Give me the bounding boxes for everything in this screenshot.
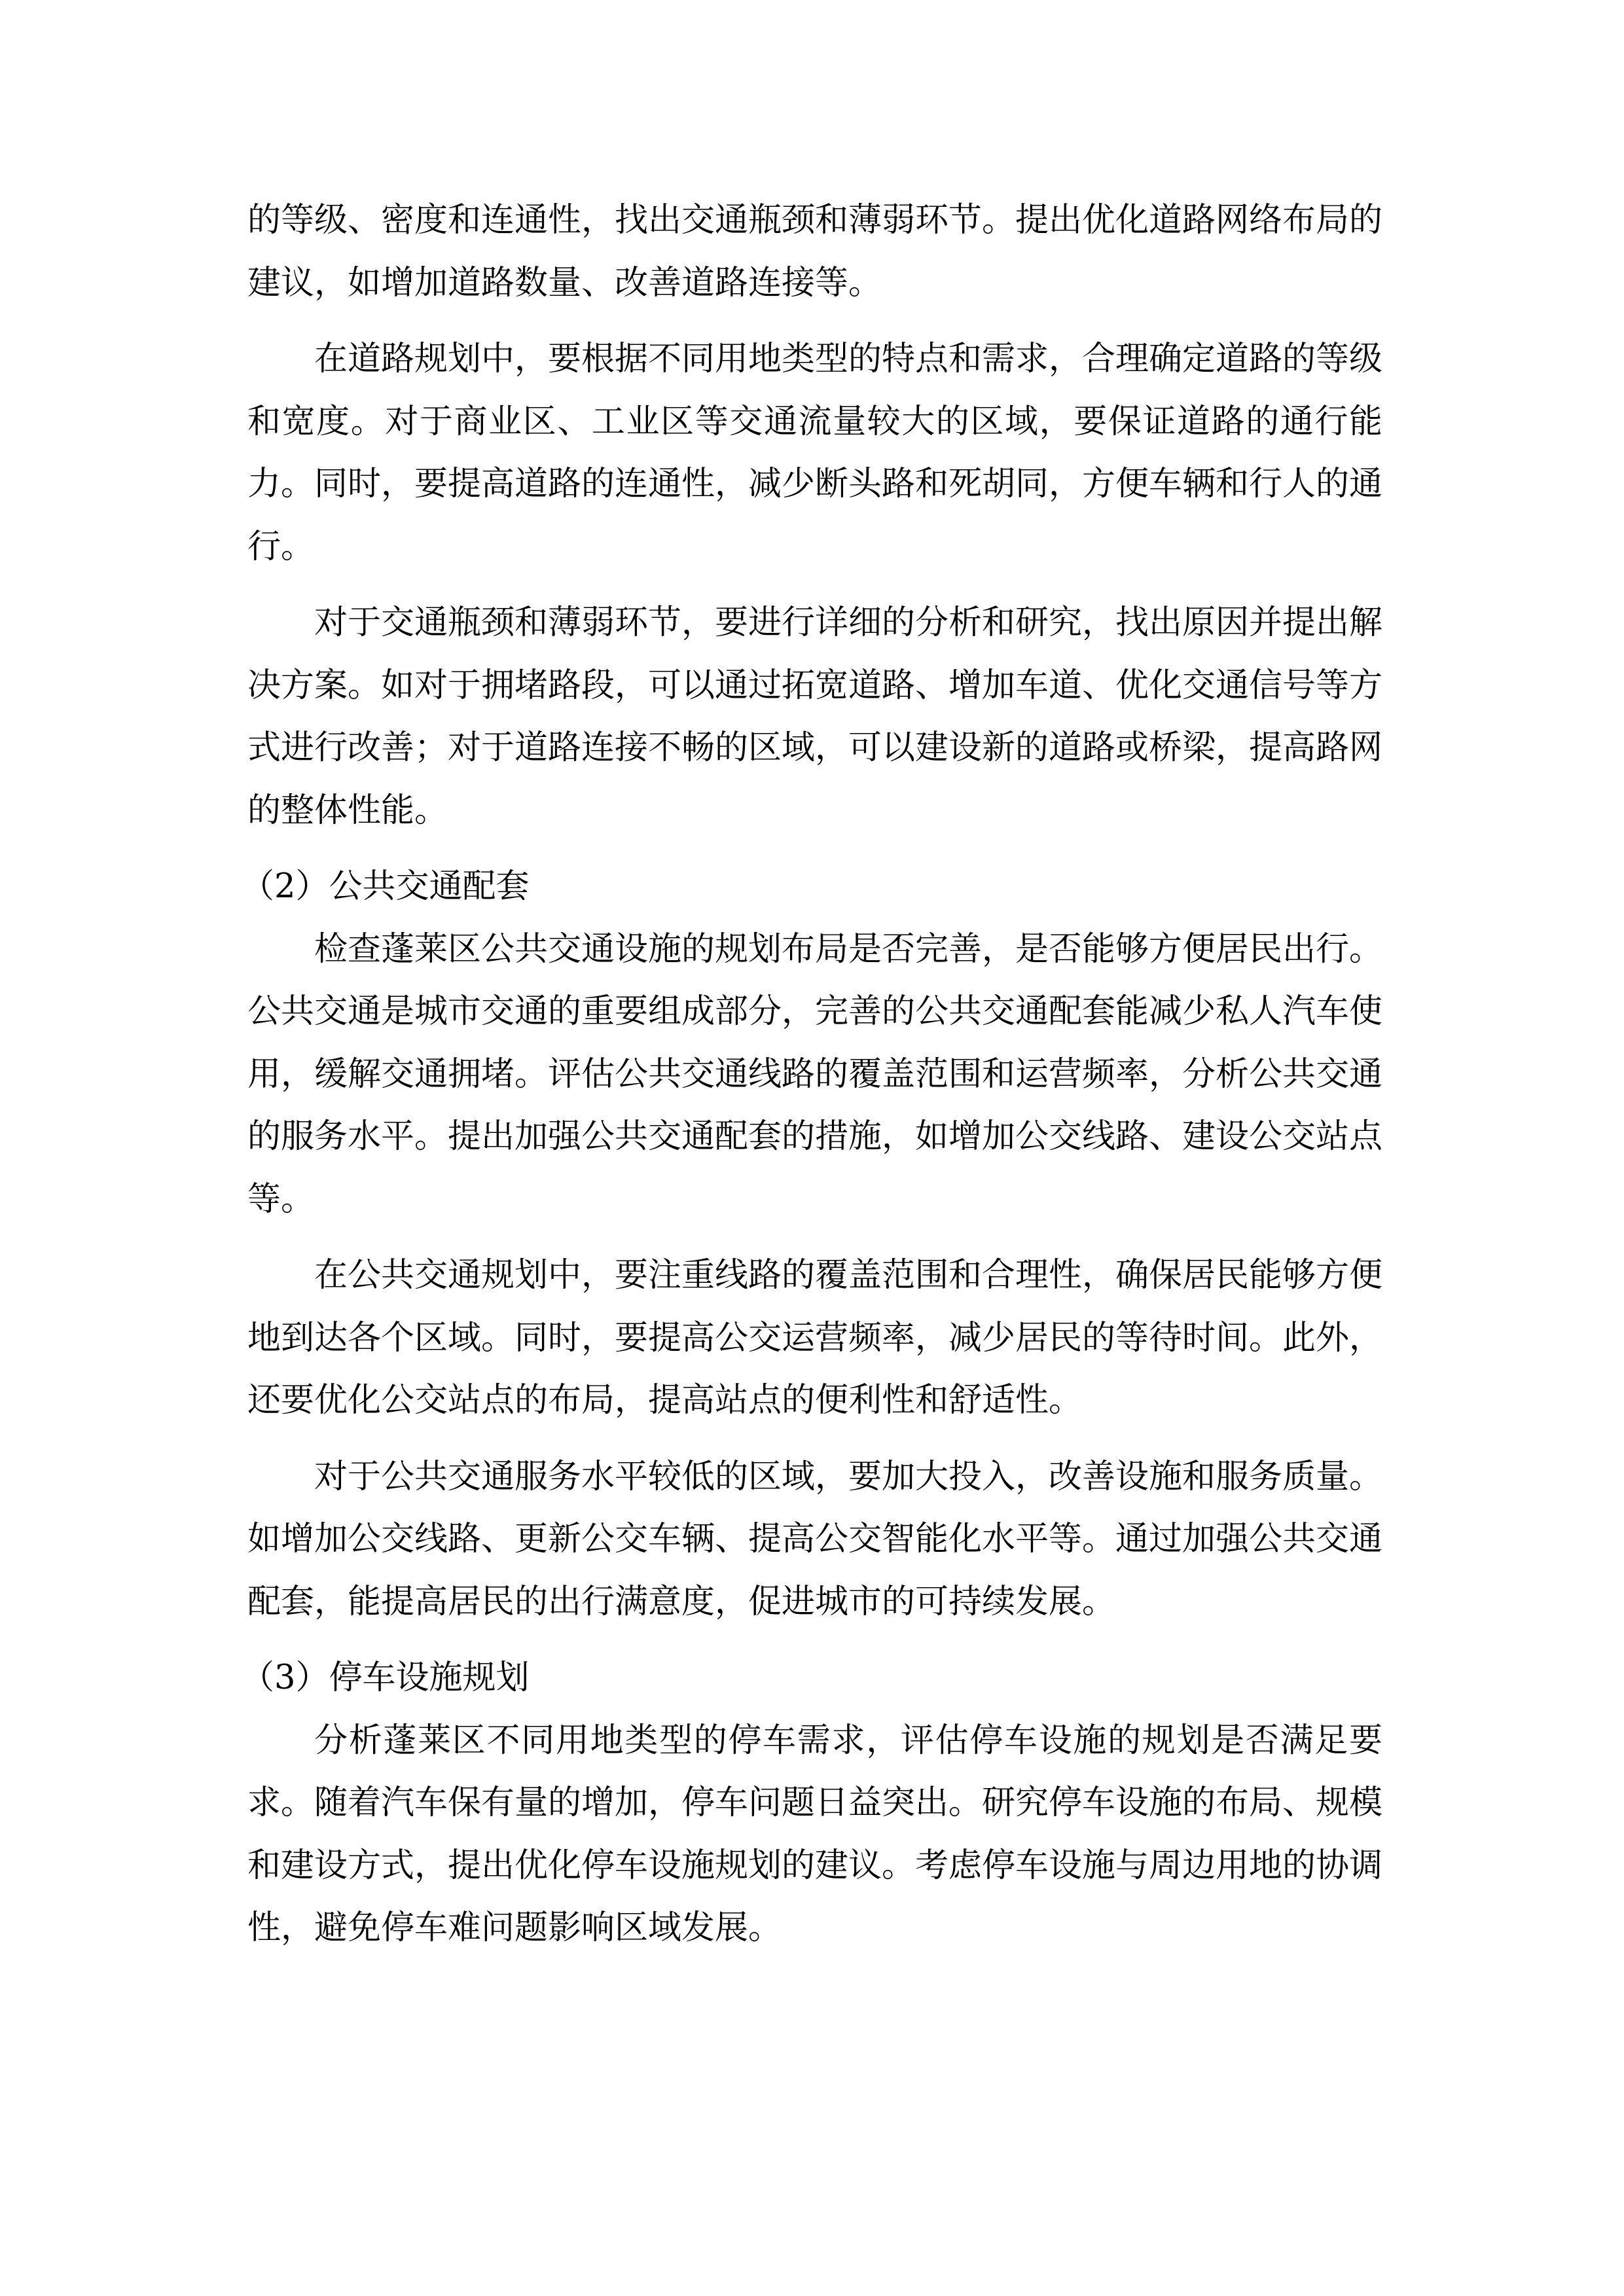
document-page (241, 189, 1383, 1960)
paragraph: 在道路规划中，要根据不同用地类型的特点和需求，合理确定道路的等级和宽度。对于商业区、工业区等交通流量较大的区域，要保证道路的通行能力。同时，要提高道路的连通性，减少断头路和死胡同，方便车辆和行人的通行。 (247, 340, 1383, 566)
paragraph: 对于交通瓶颈和薄弱环节，要进行详细的分析和研究，找出原因并提出解决方案。如对于拥堵路段，可以通过拓宽道路、增加车道、优化交通信号等方式进行改善；对于道路连接不畅的区域，可以建设新的道路或桥梁，提高路网的整体性能。 (247, 603, 1383, 830)
section-heading-public-transport: （2）公共交通配套 (241, 867, 530, 906)
paragraph: 的等级、密度和连通性，找出交通瓶颈和薄弱环节。提出优化道路网络布局的建议，如增加道路数量、改善道路连接等。 (247, 201, 1383, 302)
section-heading-parking: （3）停车设施规划 (241, 1659, 530, 1697)
paragraph: 在公共交通规划中，要注重线路的覆盖范围和合理性，确保居民能够方便地到达各个区域。同时，要提高公交运营频率，减少居民的等待时间。此外，还要优化公交站点的布局，提高站点的便利性和舒适性。 (247, 1256, 1383, 1420)
paragraph: 分析蓬莱区不同用地类型的停车需求，评估停车设施的规划是否满足要求。随着汽车保有量的增加，停车问题日益突出。研究停车设施的布局、规模和建设方式，提出优化停车设施规划的建议。考虑停车设施与周边用地的协调性，避免停车难问题影响区域发展。 (247, 1721, 1383, 1947)
paragraph: 对于公共交通服务水平较低的区域，要加大投入，改善设施和服务质量。如增加公交线路、更新公交车辆、提高公交智能化水平等。通过加强公共交通配套，能提高居民的出行满意度，促进城市的可持续发展。 (247, 1457, 1383, 1621)
paragraph: 检查蓬莱区公共交通设施的规划布局是否完善，是否能够方便居民出行。公共交通是城市交通的重要组成部分，完善的公共交通配套能减少私人汽车使用，缓解交通拥堵。评估公共交通线路的覆盖范围和运营频率，分析公共交通的服务水平。提出加强公共交通配套的措施，如增加公交线路、建设公交站点等。 (247, 929, 1383, 1219)
